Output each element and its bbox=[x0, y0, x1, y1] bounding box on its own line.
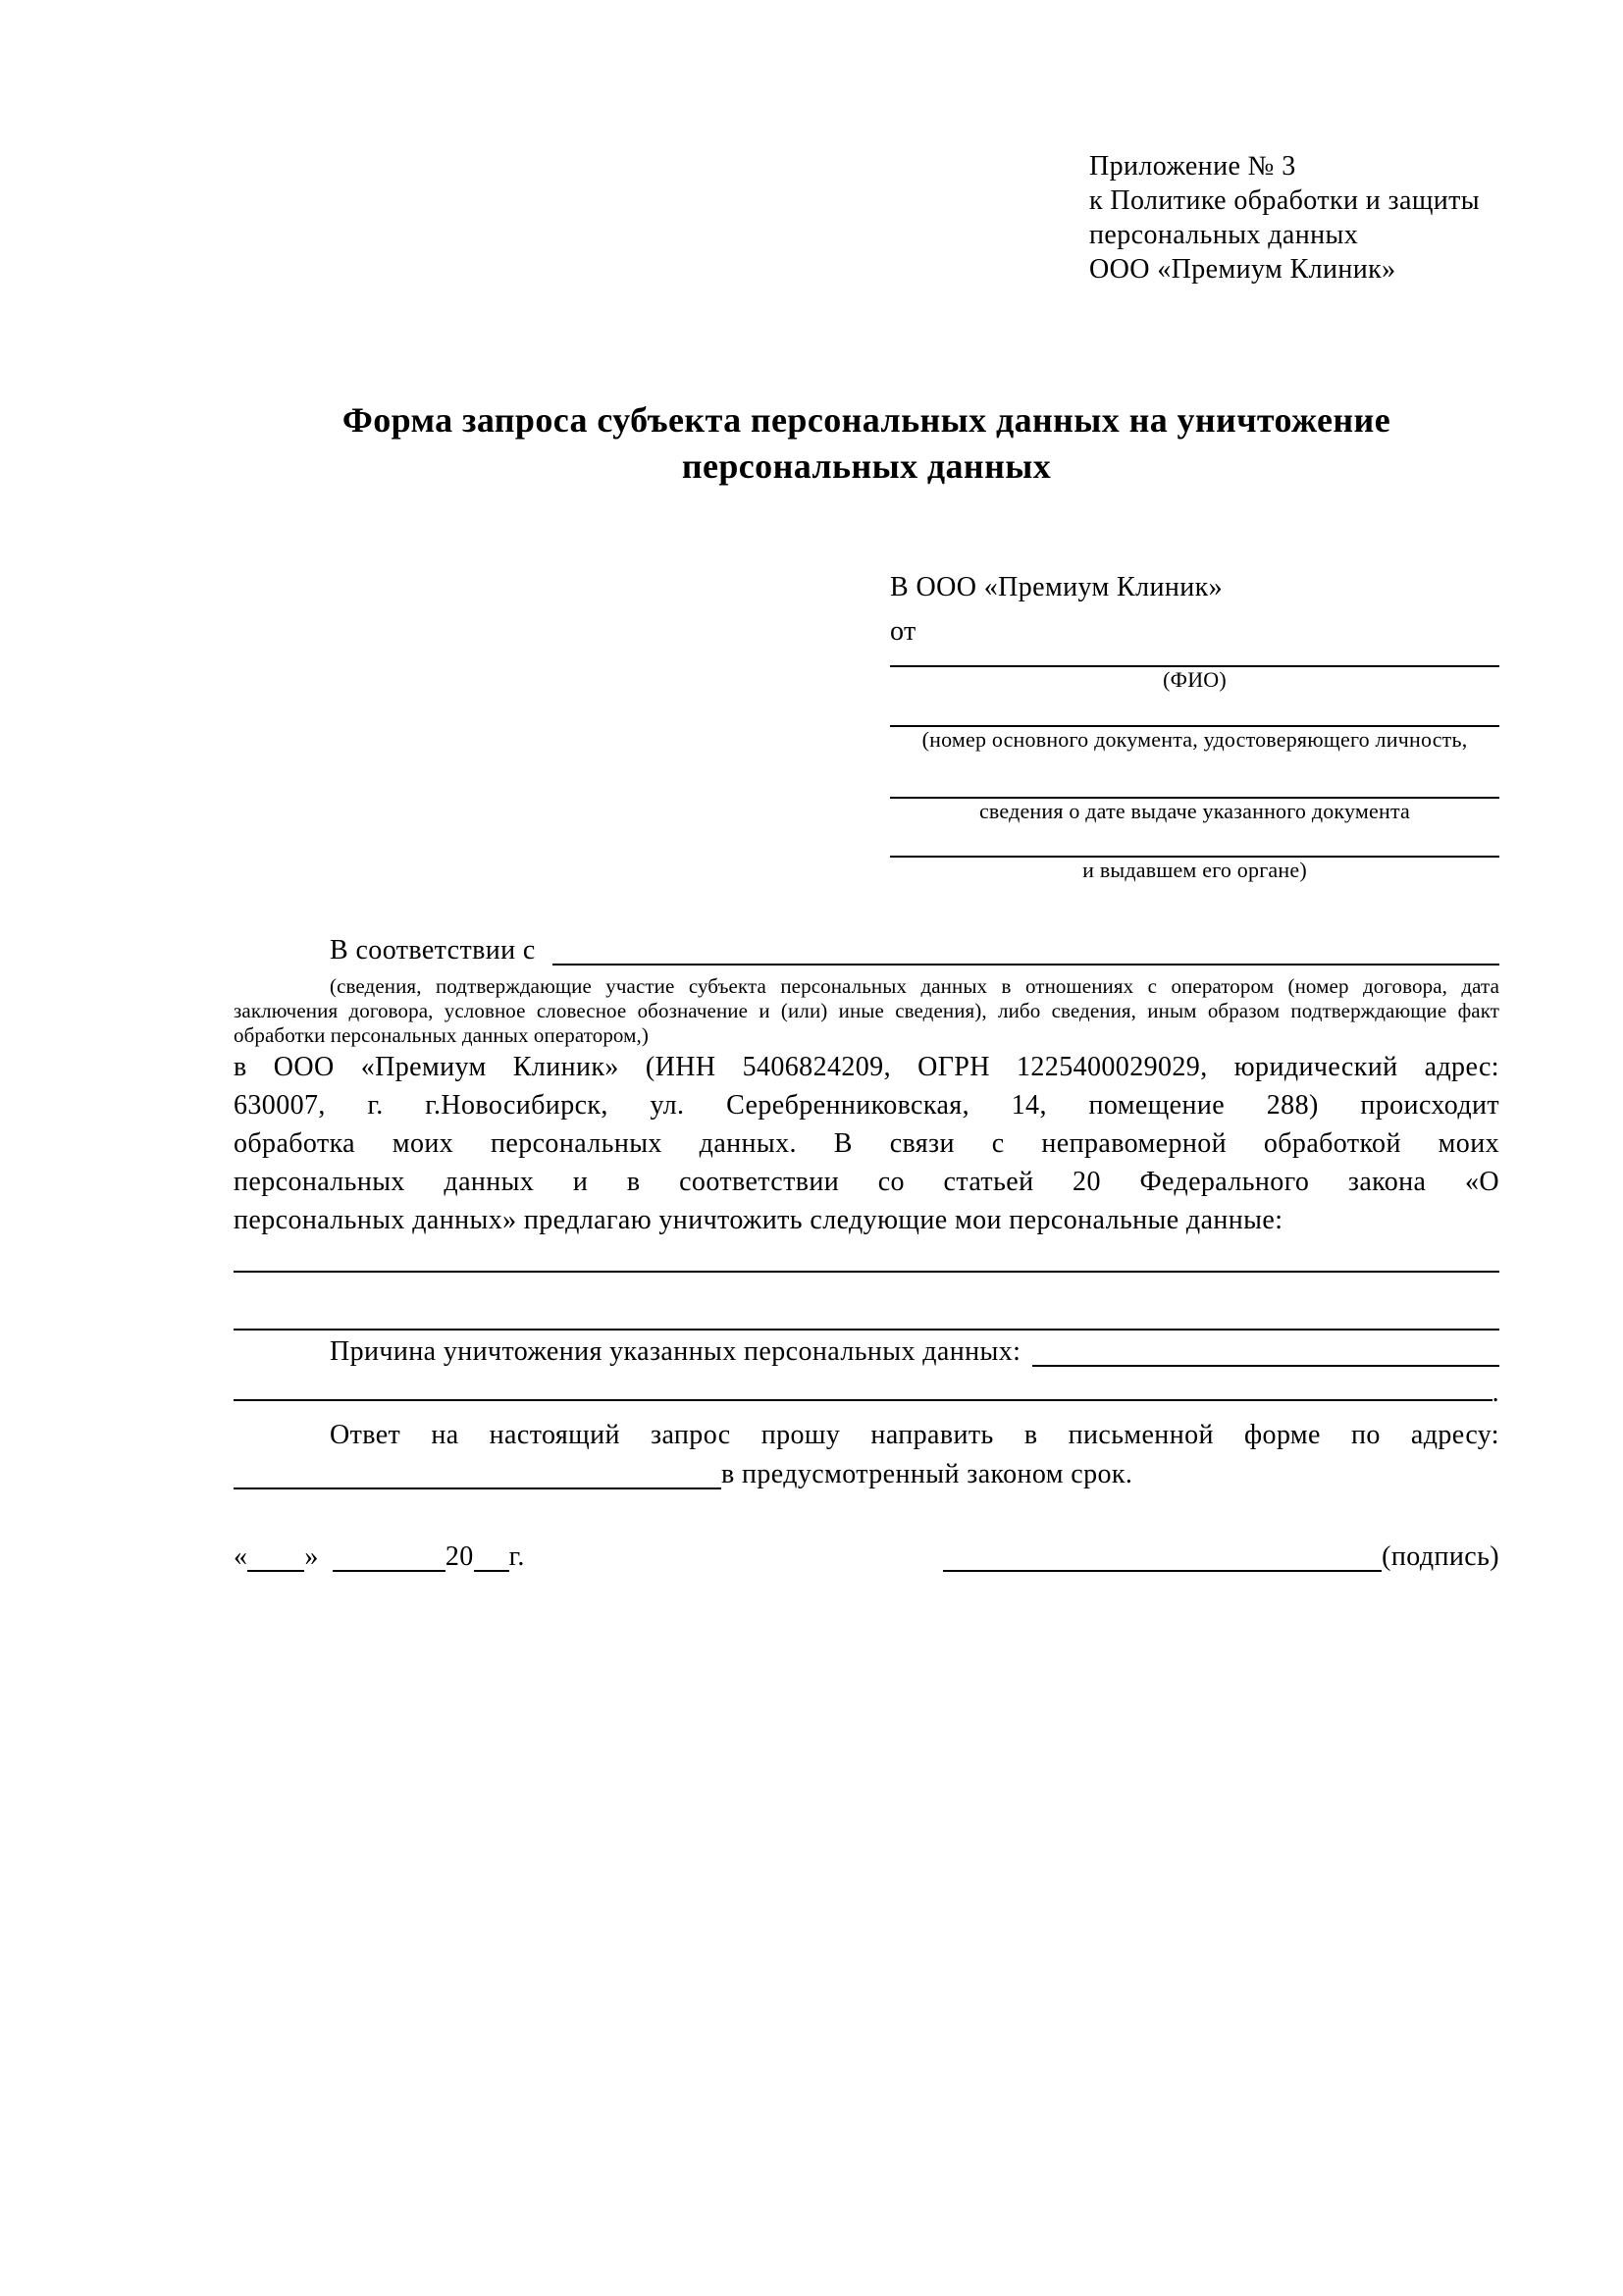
address-input-line[interactable] bbox=[234, 1455, 721, 1489]
paragraph-line-1: в ООО «Премиум Клиник» (ИНН 5406824209, ОГРН 1225400029029, юридический адрес: bbox=[234, 1052, 1499, 1082]
addressee-to: В ООО «Премиум Клиник» bbox=[890, 572, 1224, 602]
annex-line-2: к Политике обработки и защиты bbox=[1089, 185, 1481, 216]
answer-text: Ответ на настоящий запрос прошу направить в письменной форме по адресу: bbox=[330, 1420, 1499, 1450]
reason-continuation-line bbox=[234, 1372, 1499, 1408]
doc-issue-date-caption: сведения о дате выдаче указанного документа bbox=[978, 799, 1411, 823]
according-label: В соответствии с bbox=[330, 935, 544, 965]
according-line bbox=[234, 931, 1499, 970]
addressee-from-label: от bbox=[890, 616, 916, 647]
paragraph-line-3: обработка моих персональных данных. В связи с неправомерной обработкой моих bbox=[234, 1128, 1499, 1159]
year-suffix: г. bbox=[508, 1541, 525, 1572]
month-input-line[interactable] bbox=[333, 1538, 445, 1572]
answer-suffix: в предусмотренный законом срок. bbox=[721, 1459, 1133, 1489]
document-title bbox=[234, 397, 1499, 490]
fineprint-line-2: заключения договора, условное словесное обозначение и (или) иные сведения), либо сведения, иным образом подтверждающие факт bbox=[234, 999, 1499, 1022]
reason-label: Причина уничтожения указанных персональных данных: bbox=[330, 1336, 1021, 1367]
according-input-line[interactable] bbox=[552, 931, 1499, 965]
paragraph-line-4: персональных данных и в соответствии со статьей 20 Федерального закона «О bbox=[234, 1167, 1499, 1197]
title-line-2: персональных данных bbox=[681, 446, 1052, 486]
doc-number-caption: (номер основного документа, удостоверяющего личность, bbox=[921, 727, 1468, 752]
year-input-line[interactable] bbox=[474, 1538, 509, 1572]
answer-line-2 bbox=[234, 1455, 1499, 1494]
fineprint-note bbox=[234, 974, 1499, 1048]
title-line-1: Форма запроса субъекта персональных данных на уничтожение bbox=[341, 400, 1391, 440]
paragraph-line-5: персональных данных» предлагаю уничтожить следующие мои персональные данные: bbox=[234, 1205, 1283, 1235]
main-paragraph bbox=[234, 1048, 1499, 1239]
annex-line-3: персональных данных bbox=[1089, 220, 1359, 250]
doc-issuer-input-line[interactable] bbox=[890, 824, 1499, 858]
day-input-line[interactable] bbox=[247, 1538, 304, 1572]
personal-data-input-line-1[interactable] bbox=[234, 1239, 1499, 1273]
signature-input-line[interactable] bbox=[943, 1538, 1382, 1572]
addressee-block bbox=[890, 565, 1499, 883]
doc-issue-date-input-line[interactable] bbox=[890, 753, 1499, 799]
personal-data-input-line-2[interactable] bbox=[234, 1273, 1499, 1331]
fineprint-line-1: (сведения, подтверждающие участие субъекта персональных данных в отношениях с оператором (номер договора, дата bbox=[330, 974, 1499, 998]
fio-input-line[interactable] bbox=[890, 653, 1499, 667]
reason-input-line-2[interactable] bbox=[234, 1372, 1492, 1401]
period-mark: . bbox=[1492, 1378, 1499, 1408]
date-field bbox=[234, 1538, 525, 1577]
fineprint-line-3: обработки персональных данных оператором,) bbox=[234, 1023, 649, 1047]
signature-row bbox=[234, 1538, 1499, 1577]
signature-caption: (подпись) bbox=[1382, 1541, 1499, 1572]
annex-line-1: Приложение № 3 bbox=[1089, 151, 1296, 182]
year-prefix: 20 bbox=[445, 1541, 474, 1572]
paragraph-line-2: 630007, г. г.Новосибирск, ул. Серебренниковская, 14, помещение 288) происходит bbox=[234, 1090, 1499, 1121]
quote-open: « bbox=[234, 1541, 248, 1572]
reason-line bbox=[234, 1332, 1499, 1372]
annex-line-4: ООО «Премиум Клиник» bbox=[1089, 254, 1396, 285]
reason-input-line[interactable] bbox=[1032, 1332, 1499, 1367]
annex-block bbox=[1089, 149, 1499, 287]
doc-number-input-line[interactable] bbox=[890, 693, 1499, 727]
signature-field bbox=[943, 1538, 1499, 1577]
fio-caption: (ФИО) bbox=[1163, 667, 1227, 692]
doc-issuer-caption: и выдавшем его органе) bbox=[1082, 858, 1307, 882]
quote-close: » bbox=[304, 1541, 319, 1572]
